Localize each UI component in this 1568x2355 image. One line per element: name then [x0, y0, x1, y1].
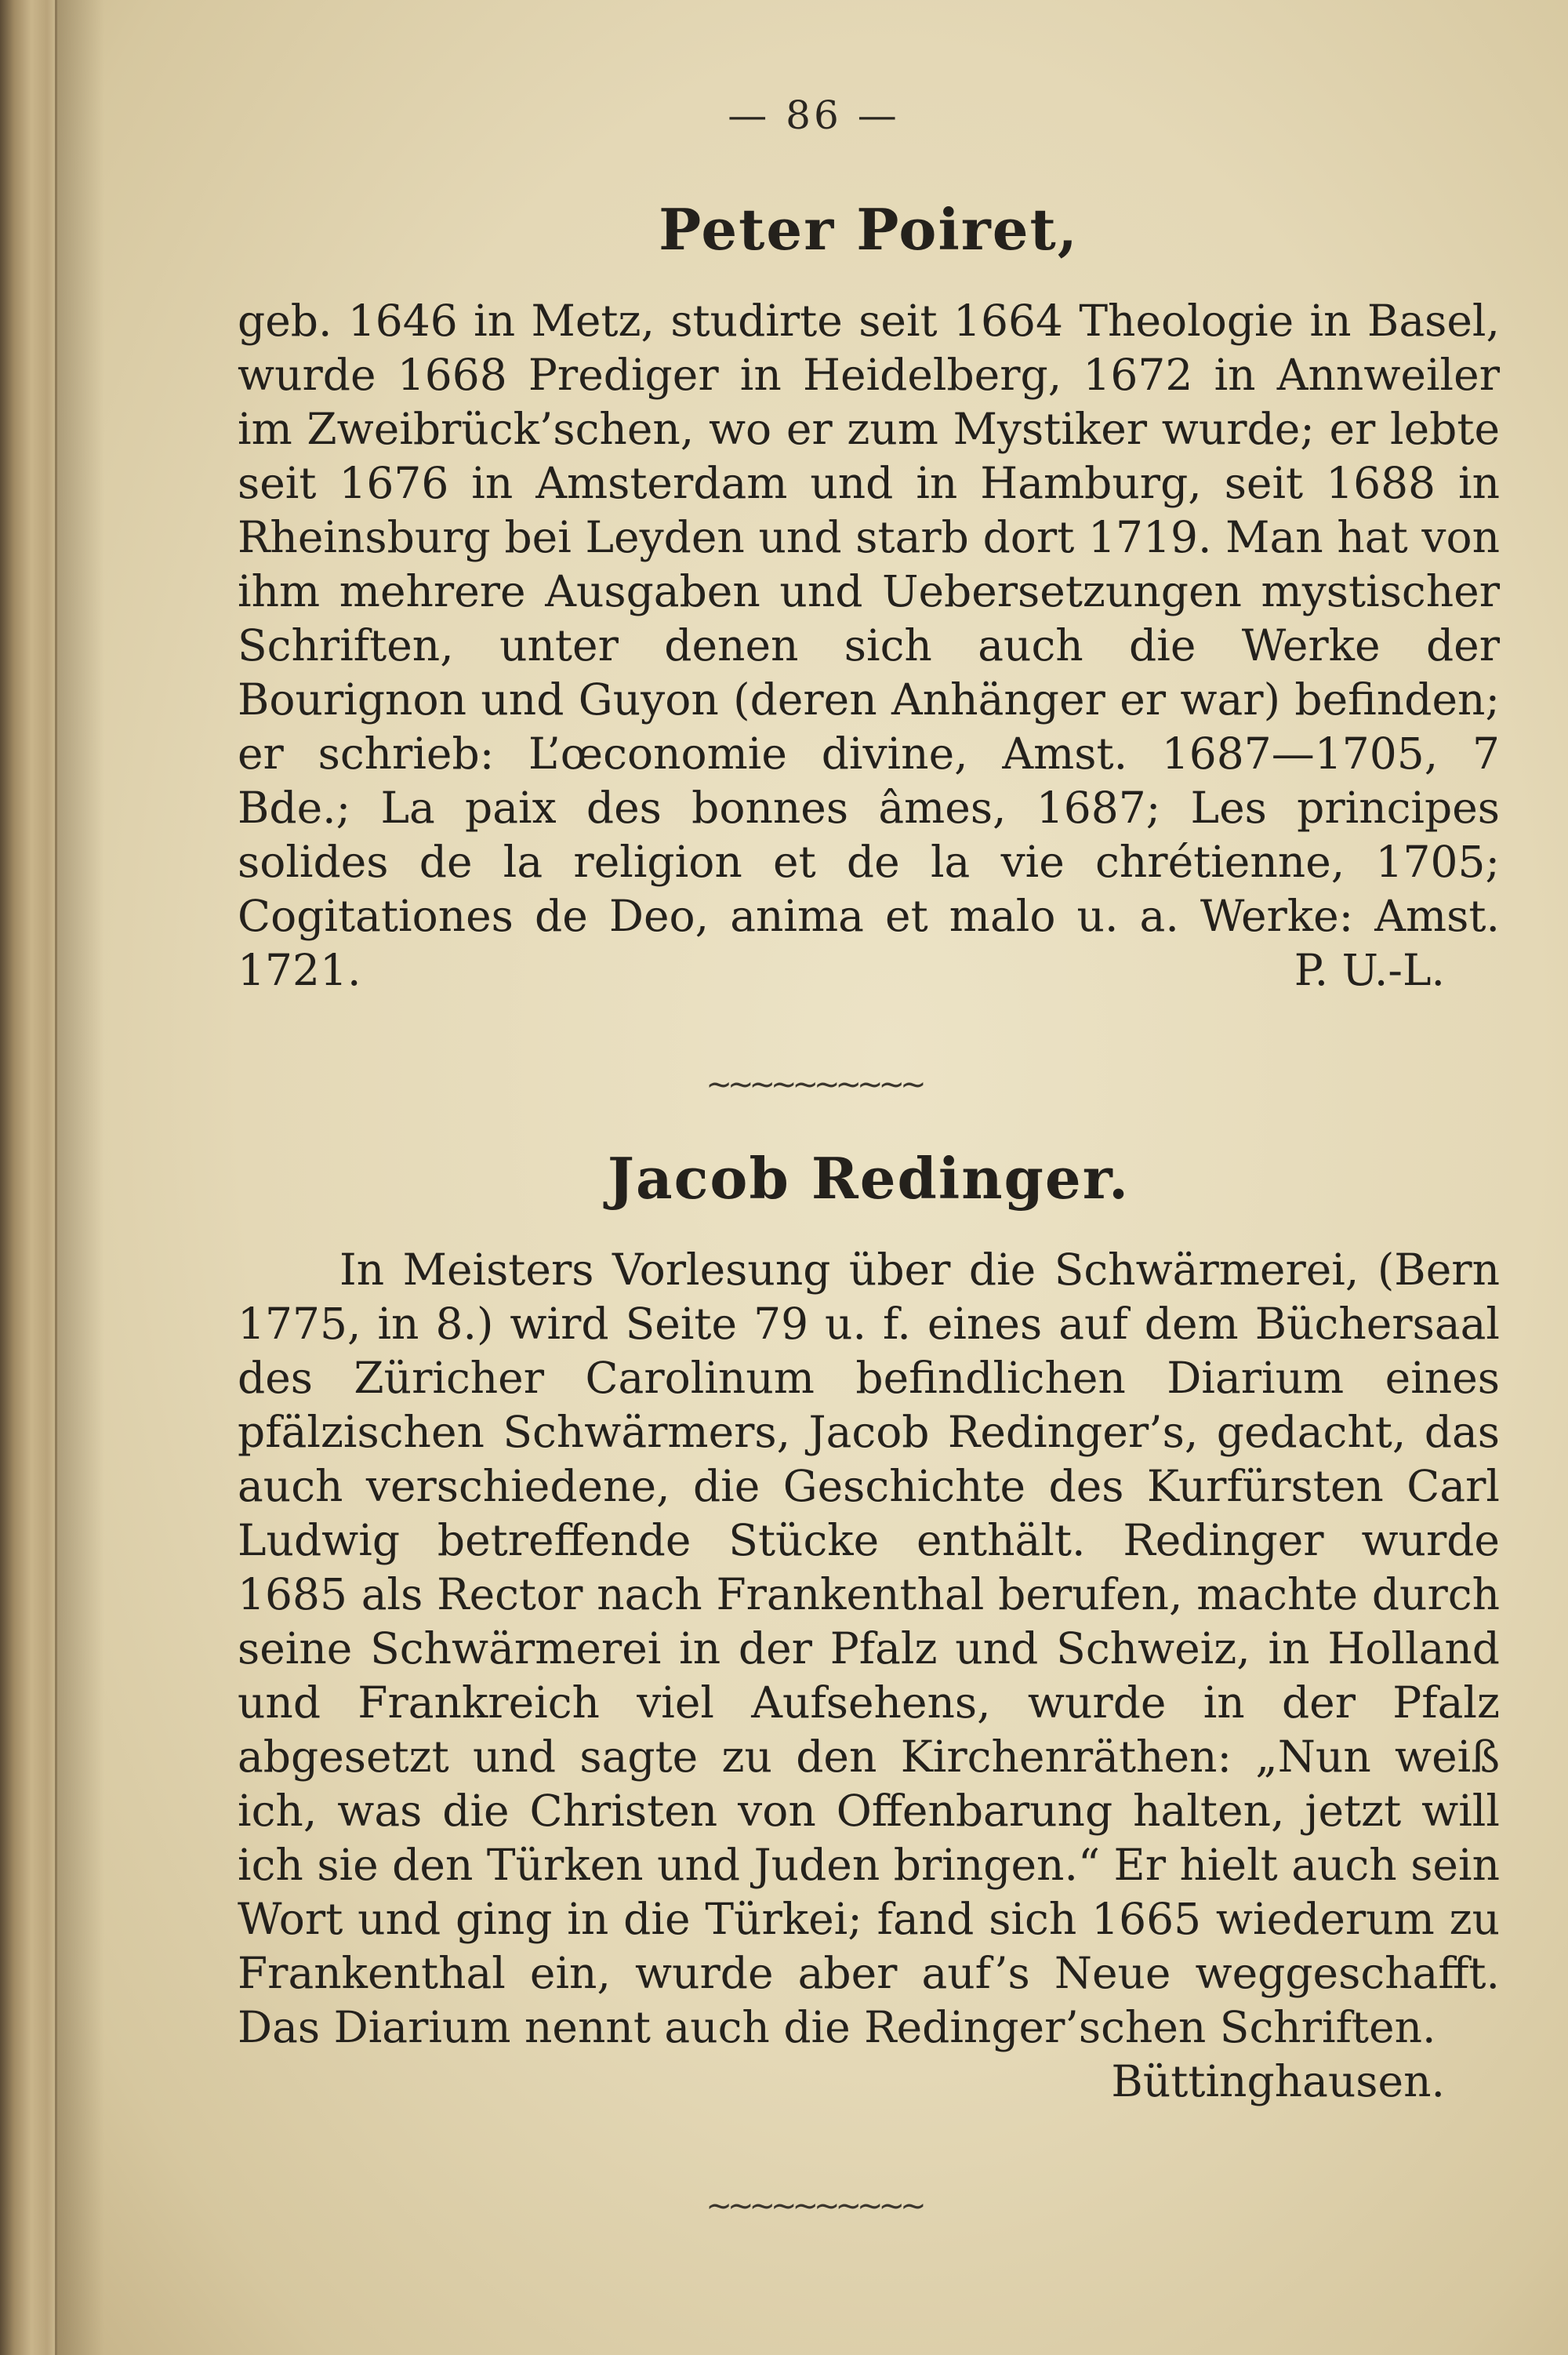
- entry-title: Peter Poiret,: [659, 196, 1079, 263]
- entry-poiret: [238, 196, 1500, 998]
- section-divider: ~~~~~~~~~~: [706, 2188, 922, 2224]
- entry-title: Jacob Redinger.: [607, 1145, 1131, 1212]
- book-page: [55, 0, 1568, 2355]
- section-divider: ~~~~~~~~~~: [706, 1067, 922, 1103]
- entry-redinger: [238, 1145, 1500, 2109]
- entry-text: geb. 1646 in Metz, studirte seit 1664 Theologie in Basel, wurde 1668 Prediger in Heidelberg, 1672 in Annweiler im Zweibrück’schen, wo er zum Mystiker wurde; er lebte seit 1676 in Amsterdam und in Hamburg, seit 1688 in Rheinsburg bei Leyden und starb dort 1719. Man hat von ihm mehrere Ausgaben und Uebersetzungen mystischer Schriften, unter denen sich auch die Werke der Bourignon und Guyon (deren Anhänger er war) befinden; er schrieb: L’œconomie divine, Amst. 1687—1705, 7 Bde.; La paix des bonnes âmes, 1687; Les principes solides de la religion et de la vie chrétienne, 1705; Cogitationes de Deo, anima et malo u. a. Werke: Amst. 1721.: [238, 296, 1500, 995]
- page-number: — 86 —: [728, 93, 900, 138]
- entry-text: In Meisters Vorlesung über die Schwärmerei, (Bern 1775, in 8.) wird Seite 79 u. f. eines auf dem Büchersaal des Züricher Carolinum befindlichen Diarium eines pfälzischen Schwärmers, Jacob Redinger’s, gedacht, das auch verschiedene, die Geschichte des Kurfürsten Carl Ludwig betreffende Stücke enthält. Redinger wurde 1685 als Rector nach Frankenthal berufen, machte durch seine Schwärmerei in der Pfalz und Schweiz, in Holland und Frankreich viel Aufsehens, wurde in der Pfalz abgesetzt und sagte zu den Kirchenräthen: „Nun weiß ich, was die Christen von Offenbarung halten, jetzt will ich sie den Türken und Juden bringen.“ Er hielt auch sein Wort und ging in die Türkei; fand sich 1665 wiederum zu Frankenthal ein, wurde aber auf’s Neue weggeschafft. Das Diarium nennt auch die Redinger’schen Schriften.: [238, 1245, 1500, 2052]
- entry-signature: Büttinghausen.: [1111, 2056, 1445, 2106]
- entry-signature: P. U.-L.: [1294, 945, 1445, 995]
